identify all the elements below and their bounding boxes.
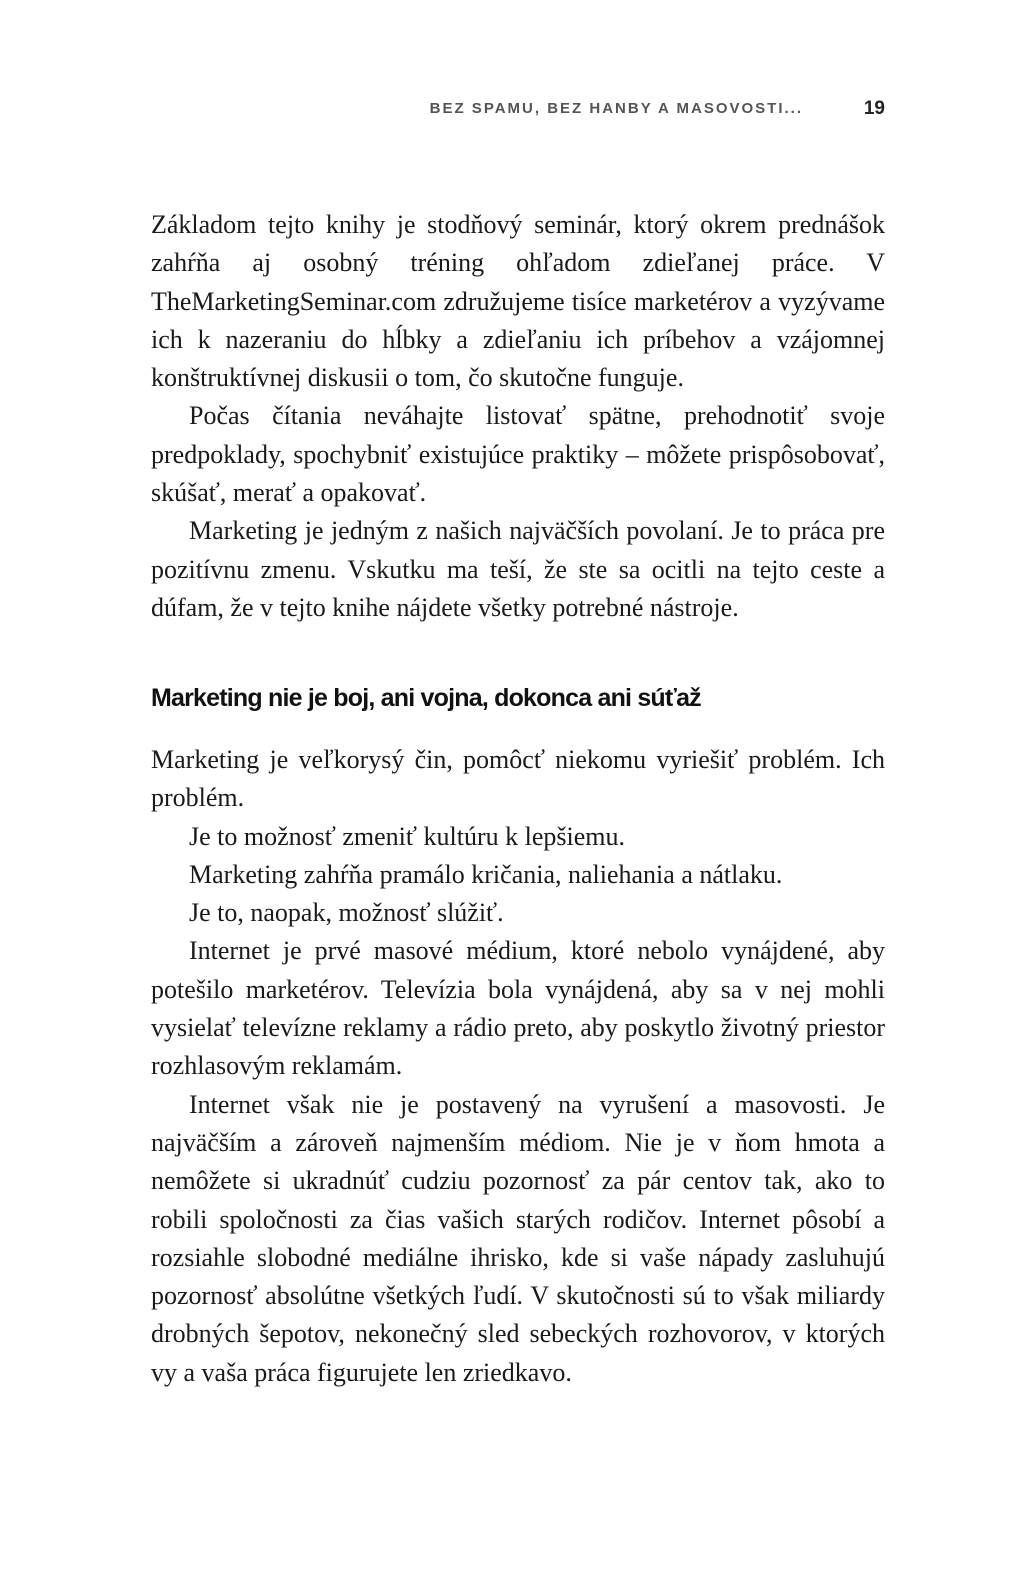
paragraph: Počas čítania neváhajte listovať spätne, prehodnotiť svoje predpoklady, spochybniť existujúce praktiky – môžete prispôsobovať, skúšať, merať a opakovať.: [151, 401, 885, 508]
paragraph: Základom tejto knihy je stodňový seminár, ktorý okrem prednášok zahŕňa aj osobný tréning ohľadom zdieľanej práce. V TheMarketingSeminar.com združujeme tisíce marketérov a vyzývame ich k nazeraniu do hĺbky a zdieľaniu ich príbehov a vzájomnej konštruktívnej diskusii o tom, čo skutočne funguje.: [151, 210, 885, 393]
running-title: BEZ SPAMU, BEZ HANBY A MASOVOSTI...: [429, 100, 803, 117]
paragraph: Internet však nie je postavený na vyrušení a masovosti. Je najväčším a zároveň najmenším médiom. Nie je v ňom hmota a nemôžete si ukradnúť cudziu pozornosť za pár centov tak, ako to robili spoločnosti za čias vašich starých rodičov. Internet pôsobí a rozsiahle slobodné mediálne ihrisko, kde si vaše nápady zasluhujú pozornosť absolútne všetkých ľudí. V skutočnosti sú to však miliardy drobných šepotov, nekonečný sled sebeckých rozhovorov, v ktorých vy a vaša práca figurujete len zriedkavo.: [151, 1089, 885, 1387]
paragraph: Je to, naopak, možnosť slúžiť.: [189, 898, 504, 928]
section-text: [151, 741, 885, 1392]
page-number: 19: [863, 98, 885, 119]
paragraph: Je to možnosť zmeniť kultúru k lepšiemu.: [189, 821, 625, 851]
paragraph: Marketing zahŕňa pramálo kričania, naliehania a nátlaku.: [189, 859, 783, 889]
paragraph: Marketing je veľkorysý čin, pomôcť niekomu vyriešiť problém. Ich problém.: [151, 745, 885, 813]
running-head: [150, 100, 885, 130]
intro-text: [151, 206, 885, 627]
paragraph: Marketing je jedným z našich najväčších povolaní. Je to práca pre pozitívnu zmenu. Vskutku ma teší, že ste sa ocitli na tejto ceste a dúfam, že v tejto knihe nájdete všetky potrebné nástroje.: [151, 516, 885, 622]
section-heading: Marketing nie je boj, ani vojna, dokonca ani súťaž: [151, 684, 701, 712]
paragraph: Internet je prvé masové médium, ktoré nebolo vynájdené, aby potešilo marketérov. Televízia bola vynájdená, aby sa v nej mohli vysielať televízne reklamy a rádio preto, aby poskytlo životný priestor rozhlasovým reklamám.: [151, 936, 885, 1081]
